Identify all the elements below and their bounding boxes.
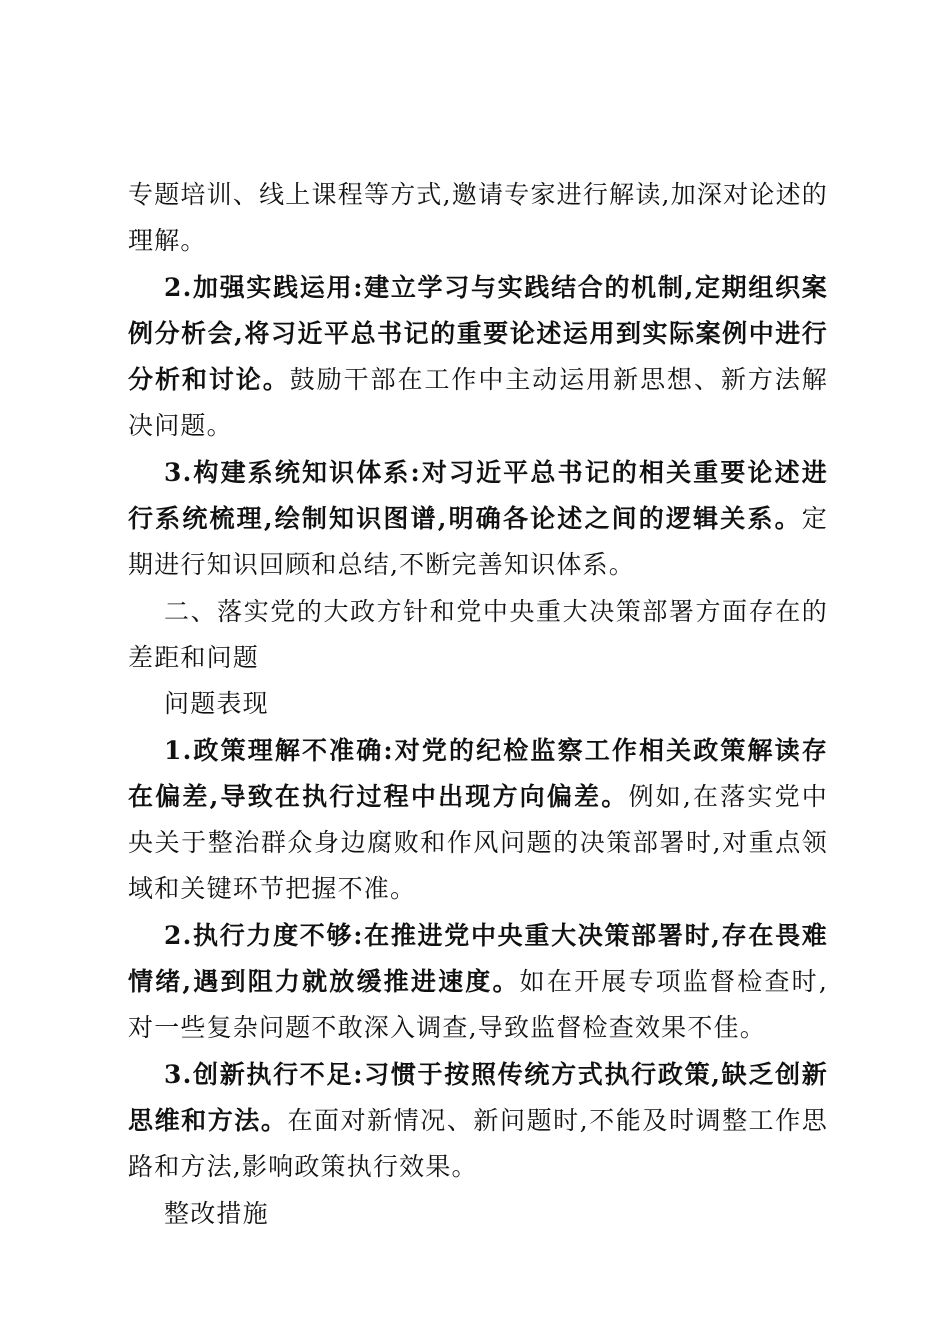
subheading-text: 整改措施	[164, 1198, 269, 1228]
paragraph-text: 专题培训、线上课程等方式,邀请专家进行解读,加深对论述的理解。	[128, 180, 828, 256]
paragraph-innovation	[128, 1052, 828, 1191]
paragraph-text: 定期进行知识回顾和总结,不断完善知识体系。	[128, 504, 828, 580]
paragraph-execution-strength	[128, 913, 828, 1052]
paragraph-bold-lead: 2.加强实践运用:建立学习与实践结合的机制,定期组织案例分析会,将习近平总书记的重要论述运用到实际案例中进行分析和讨论。	[128, 272, 828, 395]
subheading-text: 问题表现	[164, 689, 269, 719]
paragraph-bold-lead: 3.构建系统知识体系:对习近平总书记的相关重要论述进行系统梳理,绘制知识图谱,明确各论述之间的逻辑关系。	[128, 457, 828, 534]
subheading-rectification	[128, 1191, 828, 1237]
subheading-problems	[128, 681, 828, 727]
paragraph-bold-lead: 1.政策理解不准确:对党的纪检监察工作相关政策解读存在偏差,导致在执行过程中出现方向偏差。	[128, 735, 828, 811]
section-heading-two	[128, 589, 828, 682]
paragraph-text: 在面对新情况、新问题时,不能及时调整工作思路和方法,影响政策执行效果。	[128, 1105, 829, 1182]
paragraph-training-continuation	[128, 172, 828, 265]
paragraph-knowledge-system	[128, 450, 828, 589]
document-body	[128, 172, 828, 1237]
paragraph-text: 如在开展专项监督检查时,对一些复杂问题不敢深入调查,导致监督检查效果不佳。	[128, 967, 828, 1043]
paragraph-policy-understanding	[128, 728, 828, 913]
section-heading-text: 二、落实党的大政方针和党中央重大决策部署方面存在的差距和问题	[128, 596, 828, 672]
paragraph-bold-lead: 2.执行力度不够:在推进党中央重大决策部署时,存在畏难情绪,遇到阻力就放缓推进速度。	[128, 920, 828, 997]
paragraph-practice-application	[128, 265, 828, 450]
paragraph-text: 例如,在落实党中央关于整治群众身边腐败和作风问题的决策部署时,对重点领域和关键环节把握不准。	[128, 781, 828, 904]
paragraph-bold-lead: 3.创新执行不足:习惯于按照传统方式执行政策,缺乏创新思维和方法。	[128, 1059, 828, 1135]
paragraph-text: 鼓励干部在工作中主动运用新思想、新方法解决问题。	[128, 365, 828, 441]
